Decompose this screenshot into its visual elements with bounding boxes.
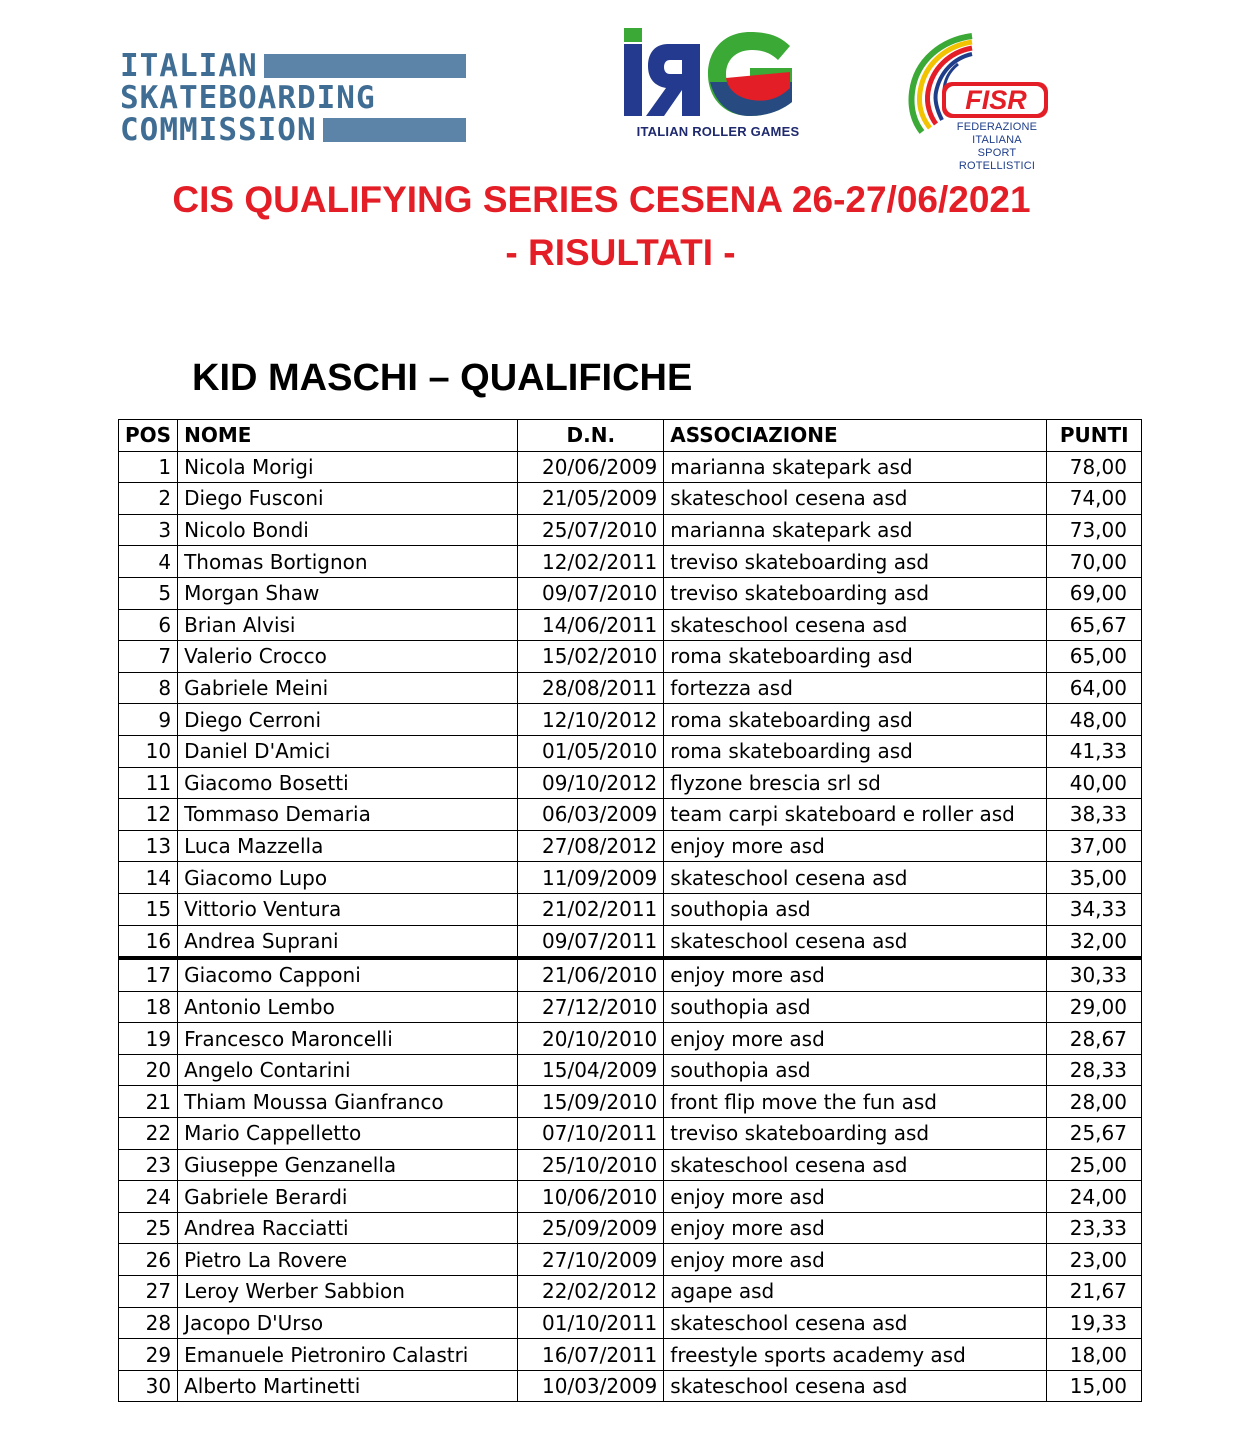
table-row (119, 546, 1142, 578)
cell-assoc: enjoy more asd (664, 1212, 1047, 1244)
cell-pts: 18,00 (1047, 1339, 1142, 1371)
cell-pos: 18 (119, 991, 178, 1023)
cell-pts: 28,67 (1047, 1023, 1142, 1055)
cell-assoc: skateschool cesena asd (664, 925, 1047, 958)
cell-assoc: agape asd (664, 1276, 1047, 1308)
fisr-mark: FISR (965, 85, 1027, 115)
cell-dn: 11/09/2009 (518, 862, 664, 894)
cell-pts: 40,00 (1047, 767, 1142, 799)
cell-assoc: enjoy more asd (664, 1181, 1047, 1213)
cell-assoc: fortezza asd (664, 672, 1047, 704)
cell-pts: 65,67 (1047, 609, 1142, 641)
table-row (119, 451, 1142, 483)
isc-logo-bar (264, 54, 466, 78)
cell-pos: 7 (119, 641, 178, 673)
cell-assoc: enjoy more asd (664, 1023, 1047, 1055)
cell-pts: 35,00 (1047, 862, 1142, 894)
cell-pts: 28,33 (1047, 1054, 1142, 1086)
section-title: KID MASCHI – QUALIFICHE (192, 357, 693, 399)
cell-dn: 09/07/2010 (518, 577, 664, 609)
cell-pts: 15,00 (1047, 1370, 1142, 1402)
cell-dn: 12/02/2011 (518, 546, 664, 578)
cell-pts: 28,00 (1047, 1086, 1142, 1118)
cell-pos: 1 (119, 451, 178, 483)
cell-pts: 34,33 (1047, 893, 1142, 925)
cell-pos: 10 (119, 735, 178, 767)
cell-dn: 15/02/2010 (518, 641, 664, 673)
cell-name: Leroy Werber Sabbion (178, 1276, 518, 1308)
cell-dn: 10/03/2009 (518, 1370, 664, 1402)
isc-logo-bar (323, 118, 466, 142)
cell-name: Morgan Shaw (178, 577, 518, 609)
table-row (119, 735, 1142, 767)
cell-pos: 19 (119, 1023, 178, 1055)
cell-pts: 65,00 (1047, 641, 1142, 673)
cell-pos: 12 (119, 799, 178, 831)
cell-pts: 70,00 (1047, 546, 1142, 578)
cell-name: Jacopo D'Urso (178, 1307, 518, 1339)
cell-name: Alberto Martinetti (178, 1370, 518, 1402)
cell-assoc: front flip move the fun asd (664, 1086, 1047, 1118)
cell-pos: 25 (119, 1212, 178, 1244)
cell-pos: 15 (119, 893, 178, 925)
table-row (119, 514, 1142, 546)
table-row (119, 609, 1142, 641)
table-row (119, 641, 1142, 673)
cell-name: Valerio Crocco (178, 641, 518, 673)
cell-name: Brian Alvisi (178, 609, 518, 641)
results-table-header (119, 420, 1142, 452)
cell-pts: 30,33 (1047, 958, 1142, 991)
table-row (119, 1118, 1142, 1150)
cell-dn: 21/05/2009 (518, 483, 664, 515)
cell-dn: 12/10/2012 (518, 704, 664, 736)
cell-pos: 28 (119, 1307, 178, 1339)
cell-pos: 30 (119, 1370, 178, 1402)
cell-name: Mario Cappelletto (178, 1118, 518, 1150)
cell-dn: 21/06/2010 (518, 958, 664, 991)
cell-pts: 69,00 (1047, 577, 1142, 609)
cell-dn: 21/02/2011 (518, 893, 664, 925)
cell-pos: 13 (119, 830, 178, 862)
cell-dn: 22/02/2012 (518, 1276, 664, 1308)
table-row (119, 1181, 1142, 1213)
cell-name: Pietro La Rovere (178, 1244, 518, 1276)
table-row (119, 1054, 1142, 1086)
cell-pts: 74,00 (1047, 483, 1142, 515)
cell-name: Andrea Suprani (178, 925, 518, 958)
cell-pos: 27 (119, 1276, 178, 1308)
isc-logo-word-3: COMMISSION (120, 112, 317, 148)
cell-pts: 64,00 (1047, 672, 1142, 704)
cell-assoc: enjoy more asd (664, 958, 1047, 991)
cell-pos: 14 (119, 862, 178, 894)
isc-logo-word-1: ITALIAN (120, 48, 258, 84)
cell-assoc: skateschool cesena asd (664, 483, 1047, 515)
cell-assoc: team carpi skateboard e roller asd (664, 799, 1047, 831)
cell-assoc: skateschool cesena asd (664, 1370, 1047, 1402)
cell-pts: 19,33 (1047, 1307, 1142, 1339)
cell-pts: 78,00 (1047, 451, 1142, 483)
cell-name: Giuseppe Genzanella (178, 1149, 518, 1181)
cell-dn: 14/06/2011 (518, 609, 664, 641)
cell-name: Francesco Maroncelli (178, 1023, 518, 1055)
cell-name: Diego Fusconi (178, 483, 518, 515)
table-row (119, 672, 1142, 704)
cell-dn: 25/09/2009 (518, 1212, 664, 1244)
cell-pts: 38,33 (1047, 799, 1142, 831)
table-row (119, 991, 1142, 1023)
cell-dn: 28/08/2011 (518, 672, 664, 704)
cell-pts: 21,67 (1047, 1276, 1142, 1308)
cell-name: Daniel D'Amici (178, 735, 518, 767)
table-row (119, 958, 1142, 991)
cell-dn: 09/10/2012 (518, 767, 664, 799)
cell-dn: 16/07/2011 (518, 1339, 664, 1371)
table-row (119, 704, 1142, 736)
table-row (119, 925, 1142, 958)
cell-pts: 23,00 (1047, 1244, 1142, 1276)
cell-pts: 37,00 (1047, 830, 1142, 862)
table-row (119, 862, 1142, 894)
cell-assoc: flyzone brescia srl sd (664, 767, 1047, 799)
cell-pos: 8 (119, 672, 178, 704)
table-row (119, 893, 1142, 925)
table-row (119, 1370, 1142, 1402)
cell-pos: 24 (119, 1181, 178, 1213)
cell-dn: 20/06/2009 (518, 451, 664, 483)
cell-dn: 27/08/2012 (518, 830, 664, 862)
cell-pos: 29 (119, 1339, 178, 1371)
isc-logo (120, 50, 466, 146)
cell-name: Giacomo Capponi (178, 958, 518, 991)
cell-pos: 23 (119, 1149, 178, 1181)
results-table-body (119, 451, 1142, 1402)
table-row (119, 1212, 1142, 1244)
cell-name: Andrea Racciatti (178, 1212, 518, 1244)
irg-caption: ITALIAN ROLLER GAMES (636, 124, 800, 139)
cell-pts: 41,33 (1047, 735, 1142, 767)
cell-pts: 23,33 (1047, 1212, 1142, 1244)
cell-pos: 22 (119, 1118, 178, 1150)
page-title: CIS QUALIFYING SERIES CESENA 26-27/06/2021 (172, 179, 1031, 220)
cell-assoc: treviso skateboarding asd (664, 577, 1047, 609)
cell-assoc: marianna skatepark asd (664, 451, 1047, 483)
cell-assoc: enjoy more asd (664, 830, 1047, 862)
cell-pos: 16 (119, 925, 178, 958)
cell-assoc: skateschool cesena asd (664, 1307, 1047, 1339)
table-row (119, 1276, 1142, 1308)
cell-assoc: southopia asd (664, 893, 1047, 925)
isc-logo-line-1 (120, 50, 466, 82)
cell-name: Angelo Contarini (178, 1054, 518, 1086)
cell-pts: 73,00 (1047, 514, 1142, 546)
cell-name: Thiam Moussa Gianfranco (178, 1086, 518, 1118)
header-pos: POS (119, 420, 178, 452)
cell-pos: 3 (119, 514, 178, 546)
cell-pos: 6 (119, 609, 178, 641)
cell-name: Antonio Lembo (178, 991, 518, 1023)
fisr-caption-line-1: FEDERAZIONE ITALIANA (956, 121, 1038, 146)
isc-logo-line-3 (120, 114, 466, 146)
cell-dn: 01/10/2011 (518, 1307, 664, 1339)
cell-assoc: roma skateboarding asd (664, 735, 1047, 767)
cell-pos: 20 (119, 1054, 178, 1086)
cell-pts: 24,00 (1047, 1181, 1142, 1213)
cell-pos: 26 (119, 1244, 178, 1276)
cell-dn: 06/03/2009 (518, 799, 664, 831)
cell-pts: 25,67 (1047, 1118, 1142, 1150)
cell-pos: 2 (119, 483, 178, 515)
header-name: NOME (178, 420, 518, 452)
cell-assoc: southopia asd (664, 991, 1047, 1023)
cell-dn: 09/07/2011 (518, 925, 664, 958)
table-row (119, 1307, 1142, 1339)
cell-dn: 27/10/2009 (518, 1244, 664, 1276)
cell-pts: 32,00 (1047, 925, 1142, 958)
header-dn: D.N. (518, 420, 664, 452)
table-row (119, 1086, 1142, 1118)
isc-logo-line-2 (120, 82, 466, 114)
fisr-caption (942, 121, 1052, 173)
cell-dn: 25/10/2010 (518, 1149, 664, 1181)
cell-pos: 5 (119, 577, 178, 609)
cell-name: Giacomo Bosetti (178, 767, 518, 799)
cell-name: Luca Mazzella (178, 830, 518, 862)
cell-assoc: treviso skateboarding asd (664, 1118, 1047, 1150)
cell-name: Gabriele Berardi (178, 1181, 518, 1213)
cell-assoc: enjoy more asd (664, 1244, 1047, 1276)
cell-name: Tommaso Demaria (178, 799, 518, 831)
results-table (118, 419, 1142, 1402)
cell-name: Diego Cerroni (178, 704, 518, 736)
header-pts: PUNTI (1047, 420, 1142, 452)
table-row (119, 1149, 1142, 1181)
cell-assoc: skateschool cesena asd (664, 1149, 1047, 1181)
cell-assoc: skateschool cesena asd (664, 609, 1047, 641)
cell-dn: 15/04/2009 (518, 1054, 664, 1086)
cell-dn: 10/06/2010 (518, 1181, 664, 1213)
cell-pos: 21 (119, 1086, 178, 1118)
cell-dn: 01/05/2010 (518, 735, 664, 767)
header-assoc: ASSOCIAZIONE (664, 420, 1047, 452)
cell-dn: 27/12/2010 (518, 991, 664, 1023)
cell-assoc: roma skateboarding asd (664, 704, 1047, 736)
table-row (119, 577, 1142, 609)
cell-pos: 9 (119, 704, 178, 736)
isc-logo-word-2: SKATEBOARDING (120, 80, 376, 116)
cell-assoc: marianna skatepark asd (664, 514, 1047, 546)
cell-assoc: roma skateboarding asd (664, 641, 1047, 673)
table-row (119, 1023, 1142, 1055)
table-row (119, 1339, 1142, 1371)
table-row (119, 483, 1142, 515)
fisr-caption-line-2: SPORT ROTELLISTICI (958, 147, 1036, 172)
page-subtitle: - RISULTATI - (505, 232, 736, 273)
cell-name: Giacomo Lupo (178, 862, 518, 894)
cell-dn: 15/09/2010 (518, 1086, 664, 1118)
cell-assoc: freestyle sports academy asd (664, 1339, 1047, 1371)
cell-name: Gabriele Meini (178, 672, 518, 704)
cell-name: Thomas Bortignon (178, 546, 518, 578)
cell-assoc: treviso skateboarding asd (664, 546, 1047, 578)
cell-pts: 48,00 (1047, 704, 1142, 736)
table-row (119, 799, 1142, 831)
cell-pts: 29,00 (1047, 991, 1142, 1023)
cell-pos: 17 (119, 958, 178, 991)
cell-name: Nicolo Bondi (178, 514, 518, 546)
table-row (119, 1244, 1142, 1276)
cell-assoc: skateschool cesena asd (664, 862, 1047, 894)
header-row (119, 420, 1142, 452)
cell-dn: 25/07/2010 (518, 514, 664, 546)
cell-dn: 07/10/2011 (518, 1118, 664, 1150)
cell-dn: 20/10/2010 (518, 1023, 664, 1055)
cell-pos: 4 (119, 546, 178, 578)
table-row (119, 767, 1142, 799)
cell-assoc: southopia asd (664, 1054, 1047, 1086)
cell-pos: 11 (119, 767, 178, 799)
table-row (119, 830, 1142, 862)
cell-name: Nicola Morigi (178, 451, 518, 483)
cell-name: Vittorio Ventura (178, 893, 518, 925)
cell-pts: 25,00 (1047, 1149, 1142, 1181)
cell-name: Emanuele Pietroniro Calastri (178, 1339, 518, 1371)
